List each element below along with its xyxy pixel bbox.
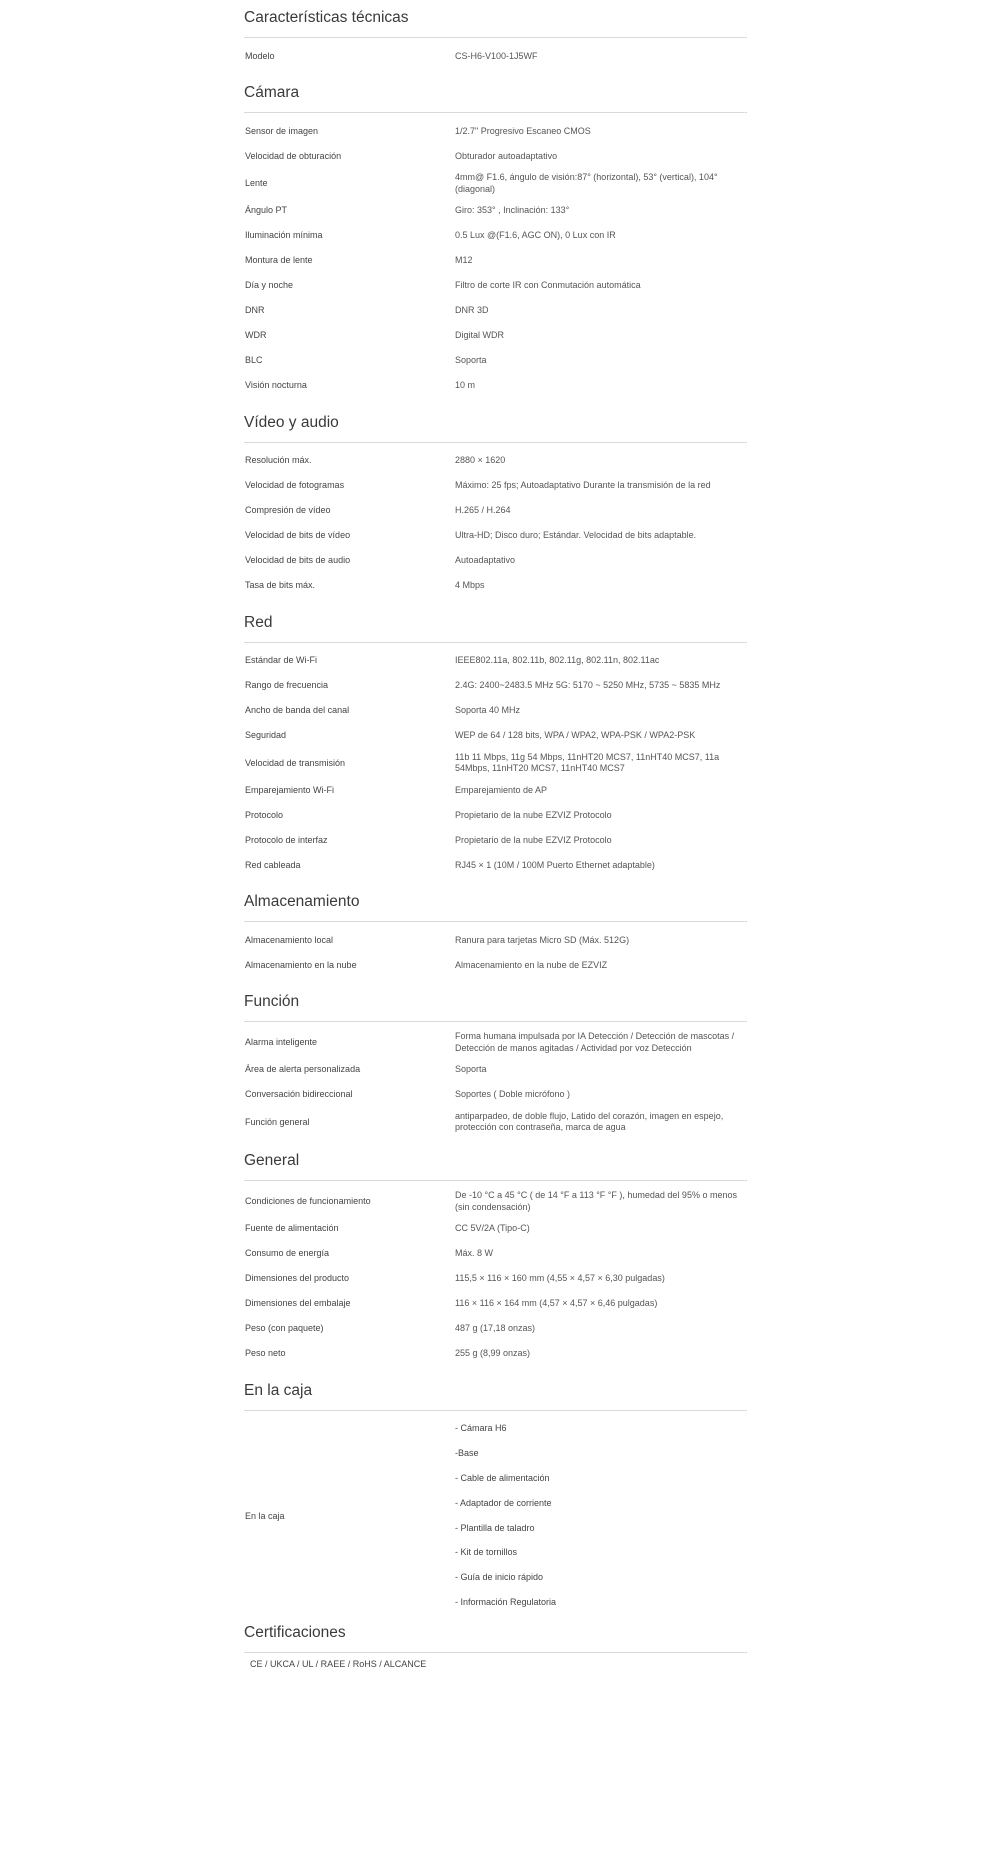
spec-label: Dimensiones del producto <box>245 1273 350 1284</box>
spec-label: Almacenamiento en la nube <box>245 959 357 970</box>
section-divider <box>244 37 744 38</box>
spec-value: 115,5 × 116 × 160 mm (4,55 × 4,57 × 6,30 pulgadas) <box>455 1273 665 1284</box>
section-box <box>244 1373 744 1615</box>
spec-row <box>244 1242 744 1267</box>
spec-value: Emparejamiento de AP <box>455 784 548 795</box>
spec-value: Filtro de corte IR con Conmutación automática <box>455 280 641 291</box>
section-title: Vídeo y audio <box>244 413 339 431</box>
spec-label: Condiciones de funcionamiento <box>245 1196 371 1206</box>
spec-label: Estándar de Wi-Fi <box>245 655 318 666</box>
spec-row <box>244 778 744 803</box>
spec-value: 487 g (17,18 onzas) <box>455 1323 536 1334</box>
box-items <box>455 1416 556 1614</box>
spec-row <box>244 803 744 828</box>
spec-value: 11b 11 Mbps, 11g 54 Mbps, 11nHT20 MCS7, 11nHT40 MCS7, 11a 54Mbps, 11nHT20 MCS7, 11nHT40 MCS7 <box>455 751 720 774</box>
box-item: - Plantilla de taladro <box>455 1522 535 1533</box>
spec-label: Sensor de imagen <box>245 125 319 136</box>
spec-label: Peso (con paquete) <box>245 1323 324 1334</box>
spec-label: Peso neto <box>245 1348 286 1359</box>
spec-row <box>244 699 744 724</box>
section-certifications <box>244 1615 744 1669</box>
spec-row <box>244 549 744 574</box>
spec-row <box>244 953 744 978</box>
section-divider <box>244 642 744 643</box>
spec-value: Obturador autoadaptativo <box>455 150 558 161</box>
spec-value: CC 5V/2A (Tipo-C) <box>455 1223 530 1234</box>
spec-label: Día y noche <box>245 280 294 291</box>
spec-section <box>244 984 744 1143</box>
section-title: General <box>244 1152 300 1169</box>
spec-row <box>244 574 744 599</box>
spec-label: Velocidad de bits de audio <box>245 555 351 566</box>
spec-label: Compresión de vídeo <box>245 505 331 516</box>
spec-value: Soporta <box>455 1064 487 1075</box>
spec-row <box>244 724 744 749</box>
spec-label: Velocidad de transmisión <box>245 757 346 768</box>
section-divider <box>244 1180 744 1181</box>
spec-row <box>244 749 744 779</box>
spec-label: Conversación bidireccional <box>245 1089 353 1100</box>
spec-value: Ultra-HD; Disco duro; Estándar. Velocidad de bits adaptable. <box>455 530 697 541</box>
section-title: Red <box>244 613 273 631</box>
spec-value: Soportes ( Doble micrófono ) <box>455 1089 571 1100</box>
spec-value: 4 Mbps <box>455 580 485 591</box>
spec-value: RJ45 × 1 (10M / 100M Puerto Ethernet adaptable) <box>455 859 655 870</box>
spec-value: M12 <box>455 255 473 266</box>
spec-value: 10 m <box>455 380 476 391</box>
spec-row <box>244 928 744 953</box>
spec-row <box>244 1083 744 1108</box>
spec-value: antiparpadeo, de doble flujo, Latido del corazón, imagen en espejo, protección con contraseña, marca de agua <box>455 1110 724 1133</box>
spec-value: IEEE802.11a, 802.11b, 802.11g, 802.11n, 802.11ac <box>455 655 660 666</box>
spec-label: Ángulo PT <box>245 205 288 216</box>
spec-row <box>244 349 744 374</box>
spec-row <box>244 1292 744 1317</box>
spec-section <box>244 405 744 605</box>
spec-row <box>244 169 744 199</box>
spec-label: Seguridad <box>245 730 287 741</box>
spec-row <box>244 274 744 299</box>
spec-row <box>244 449 744 474</box>
spec-label: Visión nocturna <box>245 380 307 391</box>
section-title: En la caja <box>244 1381 313 1399</box>
spec-value: H.265 / H.264 <box>455 505 511 516</box>
spec-value: Forma humana impulsada por IA Detección / Detección de mascotas / Detección de manos agitadas / Actividad por voz Detección <box>455 1031 735 1053</box>
spec-label: BLC <box>245 355 263 366</box>
spec-label: Alarma inteligente <box>245 1037 318 1047</box>
spec-value: WEP de 64 / 128 bits, WPA / WPA2, WPA-PSK / WPA2-PSK <box>455 730 696 741</box>
spec-row <box>244 1108 744 1138</box>
spec-row <box>244 674 744 699</box>
spec-row <box>244 1028 744 1058</box>
spec-label: Emparejamiento Wi-Fi <box>245 784 335 795</box>
box-item: - Guía de inicio rápido <box>455 1572 544 1583</box>
spec-value: Propietario de la nube EZVIZ Protocolo <box>455 834 612 845</box>
spec-label: Área de alerta personalizada <box>245 1064 361 1075</box>
spec-value: 116 × 116 × 164 mm (4,57 × 4,57 × 6,46 pulgadas) <box>455 1298 658 1309</box>
spec-label: Consumo de energía <box>245 1248 330 1259</box>
spec-label: Tasa de bits máx. <box>245 580 316 591</box>
spec-label: DNR <box>245 305 265 316</box>
spec-value: Ranura para tarjetas Micro SD (Máx. 512G) <box>455 934 630 945</box>
spec-row <box>244 299 744 324</box>
section-divider <box>244 1021 744 1022</box>
spec-value: DNR 3D <box>455 305 489 316</box>
spec-row <box>244 119 744 144</box>
spec-section <box>244 75 744 405</box>
spec-value: Giro: 353° , Inclinación: 133° <box>455 205 570 216</box>
spec-value: Soporta 40 MHz <box>455 705 521 716</box>
spec-row-box <box>244 1417 744 1615</box>
section-divider <box>244 112 744 113</box>
spec-label: Iluminación mínima <box>245 230 323 241</box>
spec-row <box>244 144 744 169</box>
spec-row <box>244 374 744 399</box>
spec-section <box>244 0 744 75</box>
spec-label: Modelo <box>245 50 275 61</box>
spec-value: Autoadaptativo <box>455 555 516 566</box>
spec-value: Máximo: 25 fps; Autoadaptativo Durante la transmisión de la red <box>455 480 711 491</box>
section-divider <box>244 442 744 443</box>
spec-page <box>244 0 744 1669</box>
spec-label: Ancho de banda del canal <box>245 705 350 716</box>
spec-row <box>244 44 744 69</box>
spec-row <box>244 1058 744 1083</box>
spec-section <box>244 884 744 984</box>
spec-value: De -10 °C a 45 °C ( de 14 °F a 113 °F °F ), humedad del 95% o menos (sin condensación) <box>455 1190 737 1212</box>
spec-value: CS-H6-V100-1J5WF <box>455 50 538 61</box>
section-title: Almacenamiento <box>244 893 360 910</box>
box-item: - Información Regulatoria <box>455 1596 557 1607</box>
spec-label: En la caja <box>245 1510 285 1521</box>
spec-label: Protocolo <box>245 809 284 820</box>
section-title: Función <box>244 993 300 1010</box>
spec-row <box>244 499 744 524</box>
spec-label: WDR <box>245 330 267 341</box>
spec-label: Almacenamiento local <box>245 934 334 945</box>
spec-row <box>244 199 744 224</box>
box-item: - Adaptador de corriente <box>455 1497 552 1508</box>
spec-label: Velocidad de fotogramas <box>245 480 345 491</box>
spec-sections <box>244 0 744 1373</box>
spec-value: Soporta <box>455 355 487 366</box>
spec-row <box>244 324 744 349</box>
spec-section <box>244 1143 744 1373</box>
spec-row <box>244 1187 744 1217</box>
spec-row <box>244 1217 744 1242</box>
section-divider <box>244 1652 744 1653</box>
spec-row <box>244 1317 744 1342</box>
spec-label: Velocidad de obturación <box>245 150 342 161</box>
spec-value: 1/2.7" Progresivo Escaneo CMOS <box>455 125 591 136</box>
spec-label: Montura de lente <box>245 255 313 266</box>
spec-row <box>244 224 744 249</box>
section-divider <box>244 1410 744 1411</box>
spec-label: Rango de frecuencia <box>245 680 329 691</box>
spec-row <box>244 649 744 674</box>
certifications-text: CE / UKCA / UL / RAEE / RoHS / ALCANCE <box>250 1658 427 1669</box>
spec-label: Lente <box>245 178 268 188</box>
spec-row <box>244 828 744 853</box>
spec-row <box>244 249 744 274</box>
spec-label: Velocidad de bits de vídeo <box>245 530 351 541</box>
spec-section <box>244 605 744 885</box>
spec-label: Protocolo de interfaz <box>245 834 328 845</box>
spec-label: Dimensiones del embalaje <box>245 1298 351 1309</box>
spec-value: Almacenamiento en la nube de EZVIZ <box>455 959 608 970</box>
spec-value: Digital WDR <box>455 330 505 341</box>
spec-row <box>244 1342 744 1367</box>
box-item: - Cámara H6 <box>455 1423 507 1434</box>
spec-row <box>244 474 744 499</box>
spec-row <box>244 853 744 878</box>
box-item: -Base <box>455 1448 479 1459</box>
spec-row <box>244 524 744 549</box>
box-item: - Kit de tornillos <box>455 1547 518 1558</box>
spec-value: 2880 × 1620 <box>455 455 506 466</box>
spec-value: 255 g (8,99 onzas) <box>455 1348 531 1359</box>
spec-value: Propietario de la nube EZVIZ Protocolo <box>455 809 612 820</box>
spec-value: Máx. 8 W <box>455 1248 494 1259</box>
box-item: - Cable de alimentación <box>455 1472 550 1483</box>
spec-value: 2.4G: 2400~2483.5 MHz 5G: 5170 ~ 5250 MHz, 5735 ~ 5835 MHz <box>455 680 721 691</box>
spec-label: Fuente de alimentación <box>245 1223 339 1234</box>
spec-label: Red cableada <box>245 859 301 870</box>
section-title: Características técnicas <box>244 9 409 26</box>
spec-label: Resolución máx. <box>245 455 312 466</box>
section-divider <box>244 921 744 922</box>
spec-value: 0.5 Lux @(F1.6, AGC ON), 0 Lux con IR <box>455 230 616 241</box>
section-title: Certificaciones <box>244 1623 346 1641</box>
spec-value: 4mm@ F1.6, ángulo de visión:87° (horizontal), 53° (vertical), 104° (diagonal) <box>455 172 718 194</box>
spec-label: Función general <box>245 1116 310 1127</box>
section-title: Cámara <box>244 84 300 101</box>
spec-row <box>244 1267 744 1292</box>
